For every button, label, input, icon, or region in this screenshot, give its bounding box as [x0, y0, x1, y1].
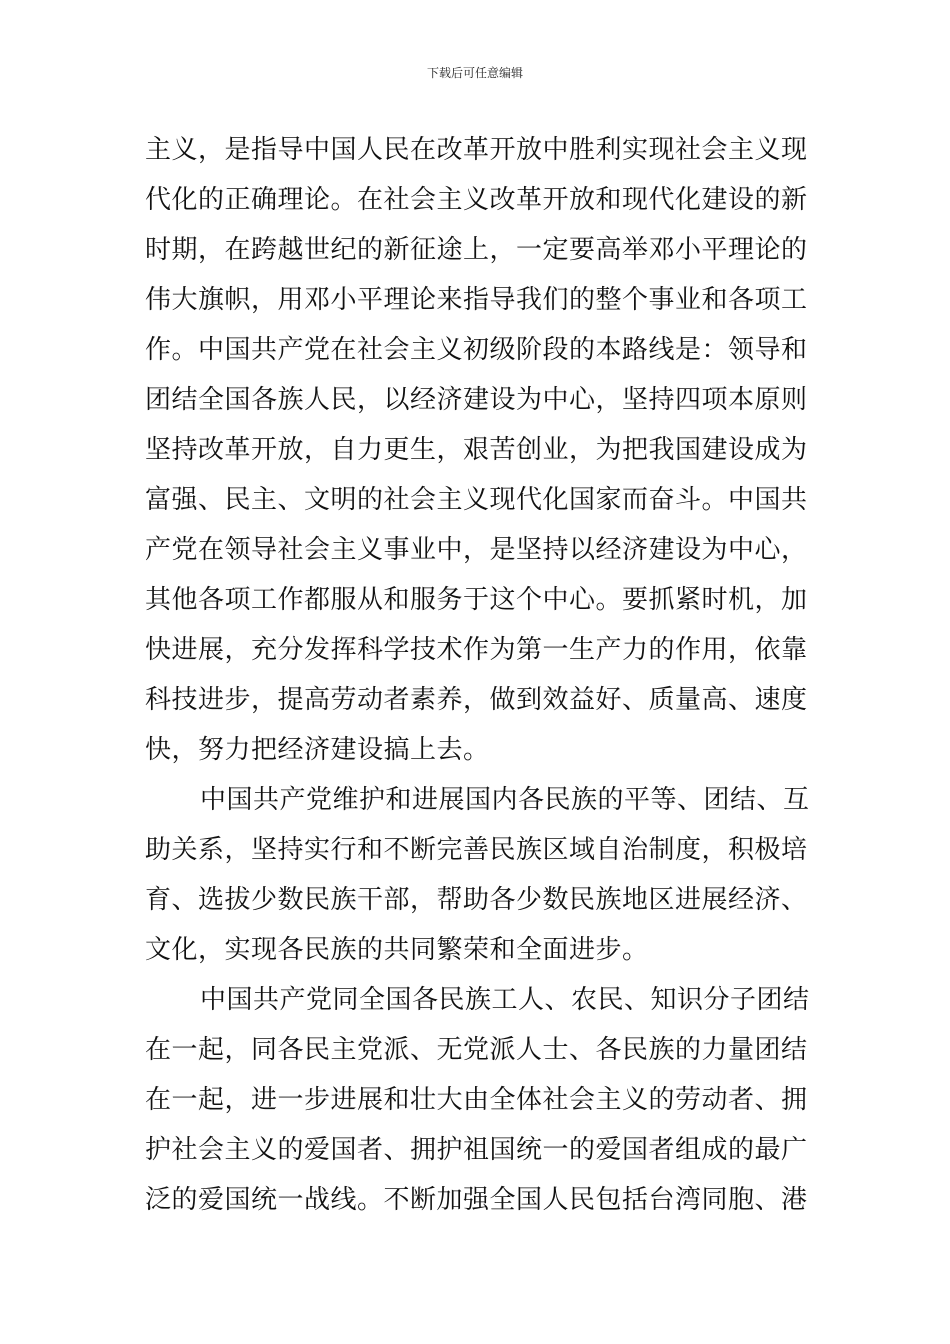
text-line: 育、选拔少数民族干部，帮助各少数民族地区进展经济、 — [145, 885, 808, 915]
page-header: 下载后可任意编辑 — [426, 66, 523, 80]
text-line: 代化的正确理论。在社会主义改革开放和现代化建设的新 — [145, 185, 808, 215]
text-line: 快进展，充分发挥科学技术作为第一生产力的作用，依靠 — [145, 635, 808, 665]
document-body — [145, 125, 810, 1225]
text-line: 在一起，同各民主党派、无党派人士、各民族的力量团结 — [145, 1035, 808, 1065]
text-line: 坚持改革开放，自力更生，艰苦创业，为把我国建设成为 — [145, 435, 808, 465]
text-line: 文化，实现各民族的共同繁荣和全面进步。 — [145, 935, 649, 965]
text-line: 在一起，进一步进展和壮大由全体社会主义的劳动者、拥 — [145, 1085, 808, 1115]
text-line: 其他各项工作都服从和服务于这个中心。要抓紧时机，加 — [145, 585, 808, 615]
text-line: 科技进步，提高劳动者素养，做到效益好、质量高、速度 — [145, 685, 808, 715]
text-line: 主义，是指导中国人民在改革开放中胜利实现社会主义现 — [145, 135, 808, 165]
text-line: 助关系，坚持实行和不断完善民族区域自治制度，积极培 — [145, 835, 808, 865]
text-line: 团结全国各族人民，以经济建设为中心，坚持四项本原则 — [145, 385, 808, 415]
text-line: 富强、民主、文明的社会主义现代化国家而奋斗。中国共 — [145, 485, 808, 515]
paragraph-first-line: 中国共产党维护和进展国内各民族的平等、团结、互 — [200, 785, 810, 815]
text-line: 快，努力把经济建设搞上去。 — [145, 735, 490, 765]
paragraph-first-line: 中国共产党同全国各民族工人、农民、知识分子团结 — [200, 985, 810, 1015]
text-line: 时期，在跨越世纪的新征途上，一定要高举邓小平理论的 — [145, 235, 808, 265]
text-line: 护社会主义的爱国者、拥护祖国统一的爱国者组成的最广 — [145, 1135, 808, 1165]
text-line: 伟大旗帜，用邓小平理论来指导我们的整个事业和各项工 — [145, 285, 808, 315]
text-line: 产党在领导社会主义事业中，是坚持以经济建设为中心， — [145, 535, 808, 565]
text-line: 泛的爱国统一战线。不断加强全国人民包括台湾同胞、港 — [145, 1185, 808, 1215]
text-line: 作。中国共产党在社会主义初级阶段的本路线是：领导和 — [145, 335, 808, 365]
